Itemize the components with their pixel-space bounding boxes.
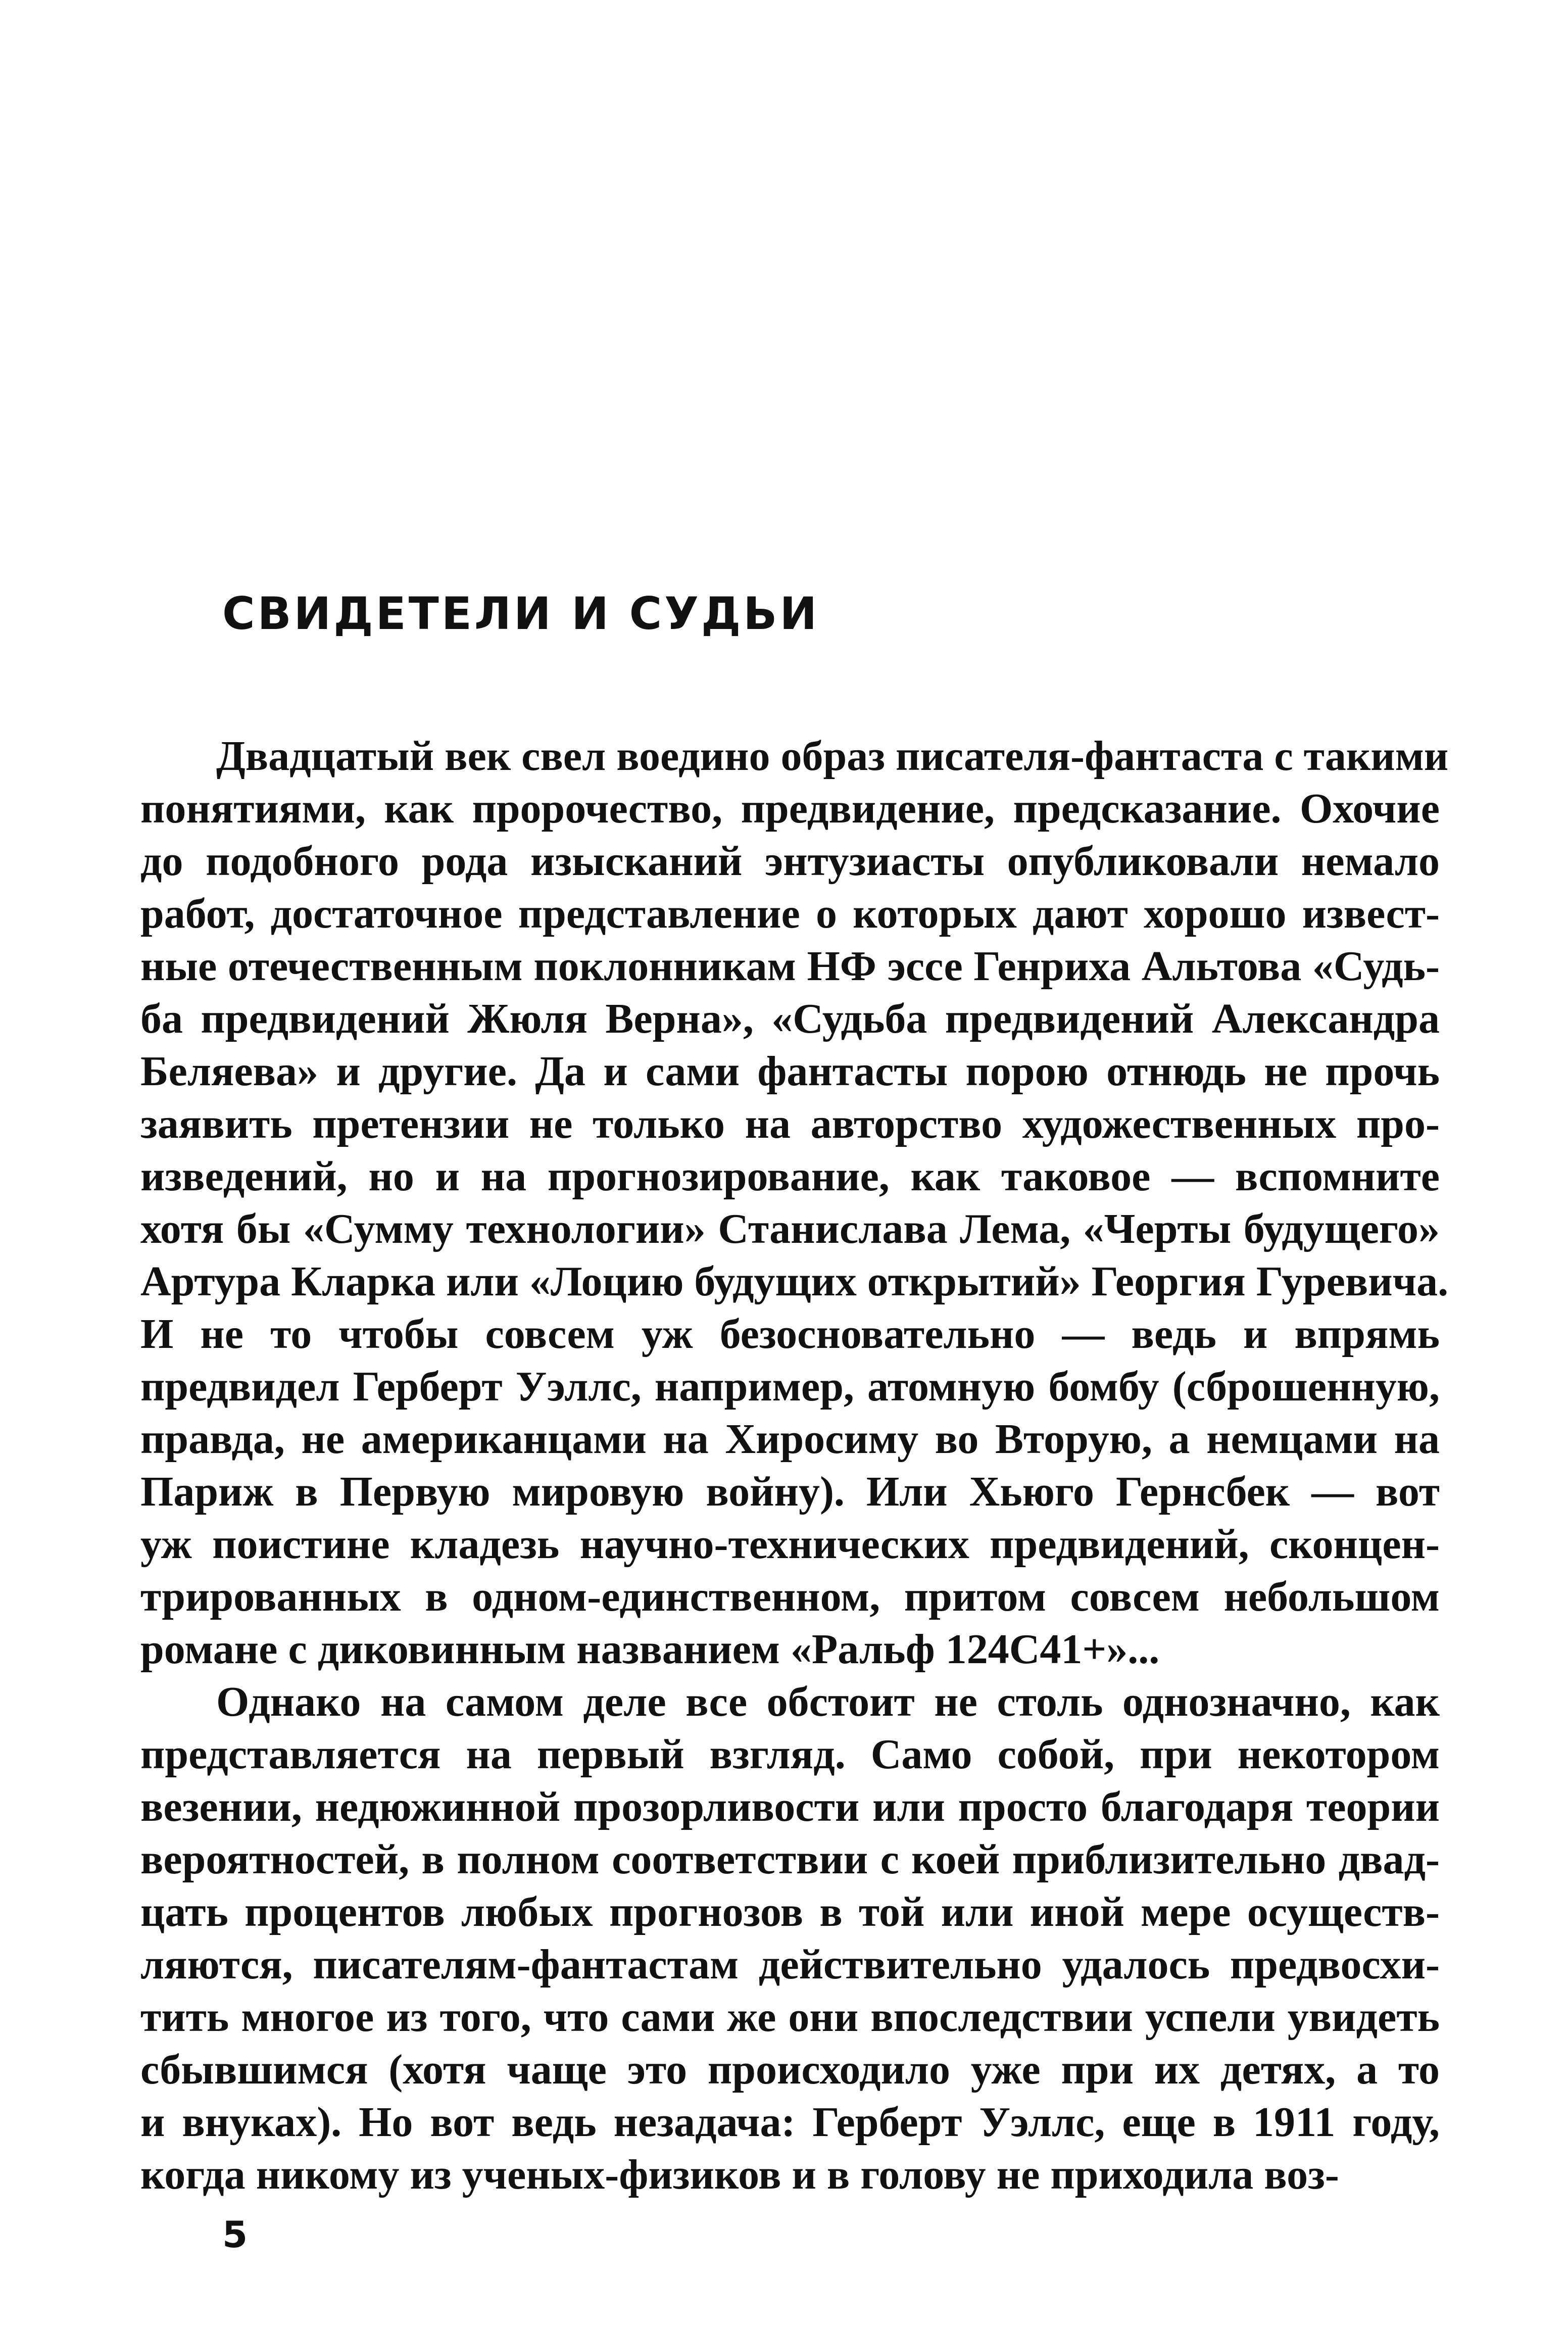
text-line: вероятностей, в полном соответствии с коей приблизительно двад- bbox=[140, 1836, 1440, 1883]
text-line: Однако на самом деле все обстоит не столь однозначно, как bbox=[216, 1678, 1440, 1725]
text-line: сбывшимся (хотя чаще это происходило уже при их детях, а то bbox=[140, 2046, 1440, 2093]
text-line: везении, недюжинной прозорливости или просто благодаря теории bbox=[140, 1783, 1440, 1830]
text-line: правда, не американцами на Хиросиму во Вторую, а немцами на bbox=[140, 1416, 1440, 1463]
text-line: Беляева» и другие. Да и сами фантасты порою отнюдь не прочь bbox=[140, 1048, 1440, 1095]
text-line: тить многое из того, что сами же они впоследствии успели увидеть bbox=[140, 1994, 1440, 2041]
body-text bbox=[140, 730, 1449, 2201]
text-line: И не то чтобы совсем уж безосновательно — ведь и впрямь bbox=[140, 1311, 1440, 1358]
text-line: изведений, но и на прогнозирование, как таковое — вспомните bbox=[140, 1153, 1440, 1200]
text-line: Артура Кларка или «Лоцию будущих открытий» Георгия Гуревича. bbox=[140, 1258, 1449, 1305]
text-line: цать процентов любых прогнозов в той или иной мере осуществ- bbox=[140, 1888, 1440, 1935]
text-line: ляются, писателям-фантастам действительно удалось предвосхи- bbox=[140, 1941, 1440, 1988]
text-line: ные отечественным поклонникам НФ эссе Генриха Альтова «Судь- bbox=[140, 943, 1440, 990]
text-line: ба предвидений Жюля Верна», «Судьба предвидений Александра bbox=[140, 995, 1440, 1042]
text-line: хотя бы «Сумму технологии» Станислава Лема, «Черты будущего» bbox=[140, 1205, 1440, 1252]
text-line: трированных в одном-единственном, притом совсем небольшом bbox=[140, 1573, 1440, 1620]
text-line: и внуках). Но вот ведь незадача: Герберт Уэллс, еще в 1911 году, bbox=[140, 2099, 1440, 2146]
text-line: Двадцатый век свел воедино образ писателя-фантаста с такими bbox=[216, 733, 1449, 780]
paragraph bbox=[140, 1676, 1440, 2201]
text-line: предвидел Герберт Уэллс, например, атомную бомбу (сброшенную, bbox=[140, 1363, 1440, 1410]
page-number: 5 bbox=[222, 2213, 248, 2256]
paragraph bbox=[140, 730, 1449, 1676]
text-line: уж поистине кладезь научно-технических предвидений, сконцен- bbox=[140, 1521, 1440, 1568]
chapter-heading: СВИДЕТЕЛИ И СУДЬИ bbox=[222, 588, 820, 640]
text-line: понятиями, как пророчество, предвидение, предсказание. Охочие bbox=[140, 785, 1440, 832]
text-line: Париж в Первую мировую войну). Или Хьюго Гернсбек — вот bbox=[140, 1468, 1440, 1515]
text-line: когда никому из ученых-физиков и в голову не приходила воз- bbox=[140, 2151, 1339, 2198]
text-line: представляется на первый взгляд. Само собой, при некотором bbox=[140, 1731, 1440, 1778]
text-line: до подобного рода изысканий энтузиасты опубликовали немало bbox=[140, 838, 1440, 885]
text-line: работ, достаточное представление о которых дают хорошо извест- bbox=[140, 890, 1440, 937]
text-line: романе с диковинным названием «Ральф 124C41+»... bbox=[140, 1626, 1160, 1673]
text-line: заявить претензии не только на авторство художественных про- bbox=[140, 1100, 1440, 1147]
